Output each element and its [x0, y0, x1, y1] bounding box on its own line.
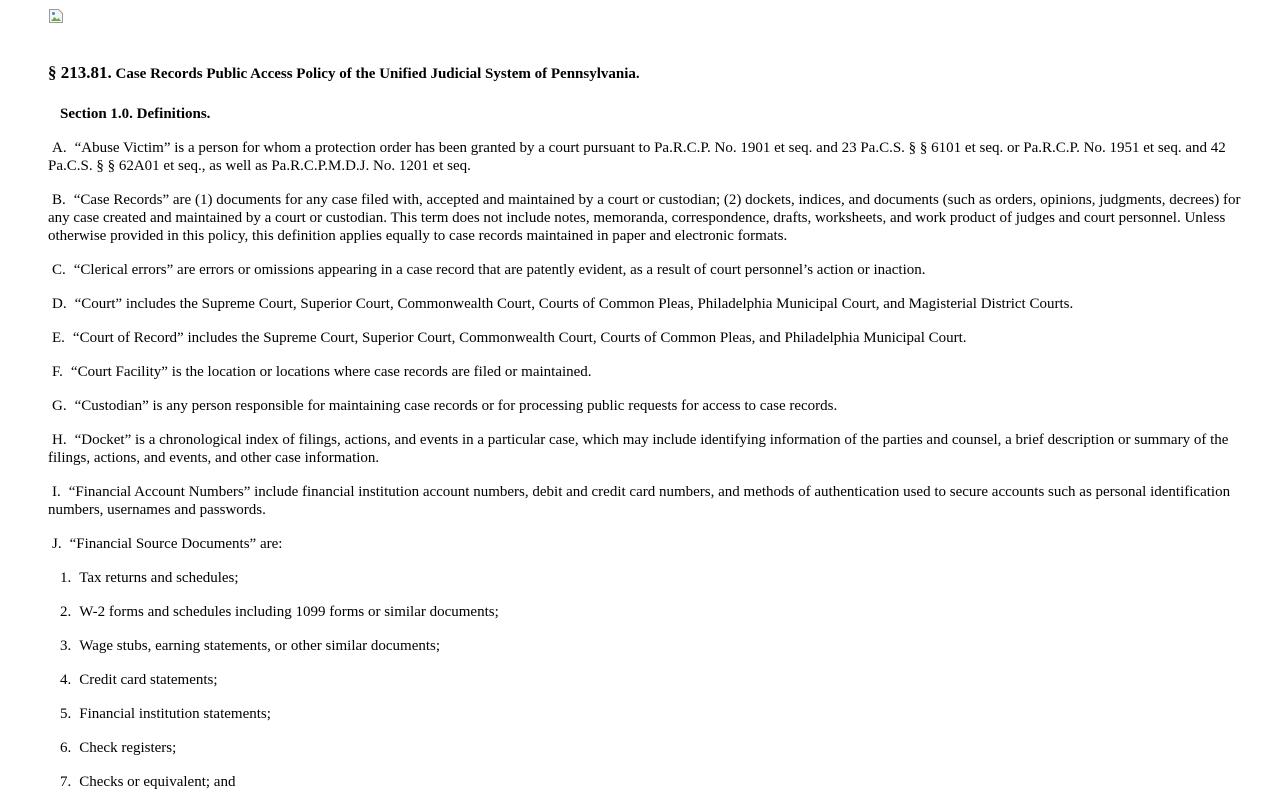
list-text: Tax returns and schedules;: [79, 570, 239, 586]
definition-text: “Court Facility” is the location or locations where case records are filed or maintained.: [70, 364, 592, 380]
definition-label: B.: [52, 192, 66, 208]
list-number: 1.: [60, 570, 72, 586]
definition-item: [48, 431, 1242, 467]
policy-title: Case Records Public Access Policy of the Unified Judicial System of Pennsylvania.: [115, 66, 640, 82]
list-number: 3.: [60, 638, 72, 654]
definitions-list: [48, 139, 1242, 553]
list-text: Checks or equivalent; and: [79, 774, 236, 790]
definition-item: [48, 397, 1242, 415]
definition-label: D.: [52, 296, 67, 312]
definition-text: “Clerical errors” are errors or omissions appearing in a case record that are patently evident, as a result of court personnel’s action or inaction.: [73, 262, 926, 278]
list-item: [60, 671, 1242, 689]
definition-text: “Custodian” is any person responsible for maintaining case records or for processing public requests for access to case records.: [74, 398, 838, 414]
financial-source-documents-list: [48, 569, 1242, 791]
definition-item: [48, 295, 1242, 313]
definition-item: [48, 363, 1242, 381]
list-number: 5.: [60, 706, 72, 722]
definition-label: J.: [52, 536, 62, 552]
definition-item: [48, 191, 1242, 245]
list-number: 4.: [60, 672, 72, 688]
list-item: [60, 705, 1242, 723]
definition-label: C.: [52, 262, 66, 278]
definition-item: [48, 535, 1242, 553]
definition-item: [48, 139, 1242, 175]
list-number: 7.: [60, 774, 72, 790]
list-text: Credit card statements;: [79, 672, 218, 688]
definition-label: I.: [52, 484, 61, 500]
broken-image-icon: [48, 8, 64, 24]
definition-text: “Court of Record” includes the Supreme Court, Superior Court, Commonwealth Court, Courts of Common Pleas, and Philadelphia Municipal Court.: [72, 330, 967, 346]
definition-label: H.: [52, 432, 67, 448]
definition-text: “Financial Account Numbers” include financial institution account numbers, debit and credit card numbers, and methods of authentication used to secure accounts such as personal identification numbers, usernames and passwords.: [48, 484, 1231, 518]
definition-text: “Case Records” are (1) documents for any case filed with, accepted and maintained by a court or custodian; (2) dockets, indices, and documents (such as orders, opinions, judgments, decrees) for any case created and maintained by a court or custodian. This term does not include notes, memoranda, correspondence, drafts, worksheets, and work product of judges and court personnel. Unless otherwise provided in this policy, this definition applies equally to case records maintained in paper and electronic formats.: [48, 192, 1241, 244]
definition-text: “Abuse Victim” is a person for whom a protection order has been granted by a court pursuant to Pa.R.C.P. No. 1901 et seq. and 23 Pa.C.S. § § 6101 et seq. or Pa.R.C.P. No. 1951 et seq. and 42 Pa.C.S. § § 62A01 et seq., as well as Pa.R.C.P.M.D.J. No. 1201 et seq.: [48, 140, 1226, 174]
section-number: § 213.81.: [48, 63, 112, 82]
list-number: 2.: [60, 604, 72, 620]
definition-text: “Docket” is a chronological index of filings, actions, and events in a particular case, which may include identifying information of the parties and counsel, a brief description or summary of the filings, actions, and events, and other case information.: [48, 432, 1229, 466]
definition-text: “Financial Source Documents” are:: [69, 536, 283, 552]
definition-label: G.: [52, 398, 67, 414]
list-item: [60, 569, 1242, 587]
list-item: [60, 739, 1242, 757]
list-number: 6.: [60, 740, 72, 756]
definition-label: A.: [52, 140, 67, 156]
list-item: [60, 637, 1242, 655]
definition-item: [48, 261, 1242, 279]
list-text: Wage stubs, earning statements, or other similar documents;: [79, 638, 441, 654]
definition-label: F.: [52, 364, 63, 380]
definition-item: [48, 329, 1242, 347]
definition-item: [48, 483, 1242, 519]
list-text: W-2 forms and schedules including 1099 forms or similar documents;: [79, 604, 499, 620]
definition-text: “Court” includes the Supreme Court, Superior Court, Commonwealth Court, Courts of Common Pleas, Philadelphia Municipal Court, and Magisterial District Courts.: [74, 296, 1074, 312]
section-heading: Section 1.0. Definitions.: [60, 106, 211, 122]
list-text: Check registers;: [79, 740, 177, 756]
list-item: [60, 603, 1242, 621]
definition-label: E.: [52, 330, 65, 346]
list-item: [60, 773, 1242, 791]
page-title: [48, 64, 1242, 83]
list-text: Financial institution statements;: [79, 706, 271, 722]
